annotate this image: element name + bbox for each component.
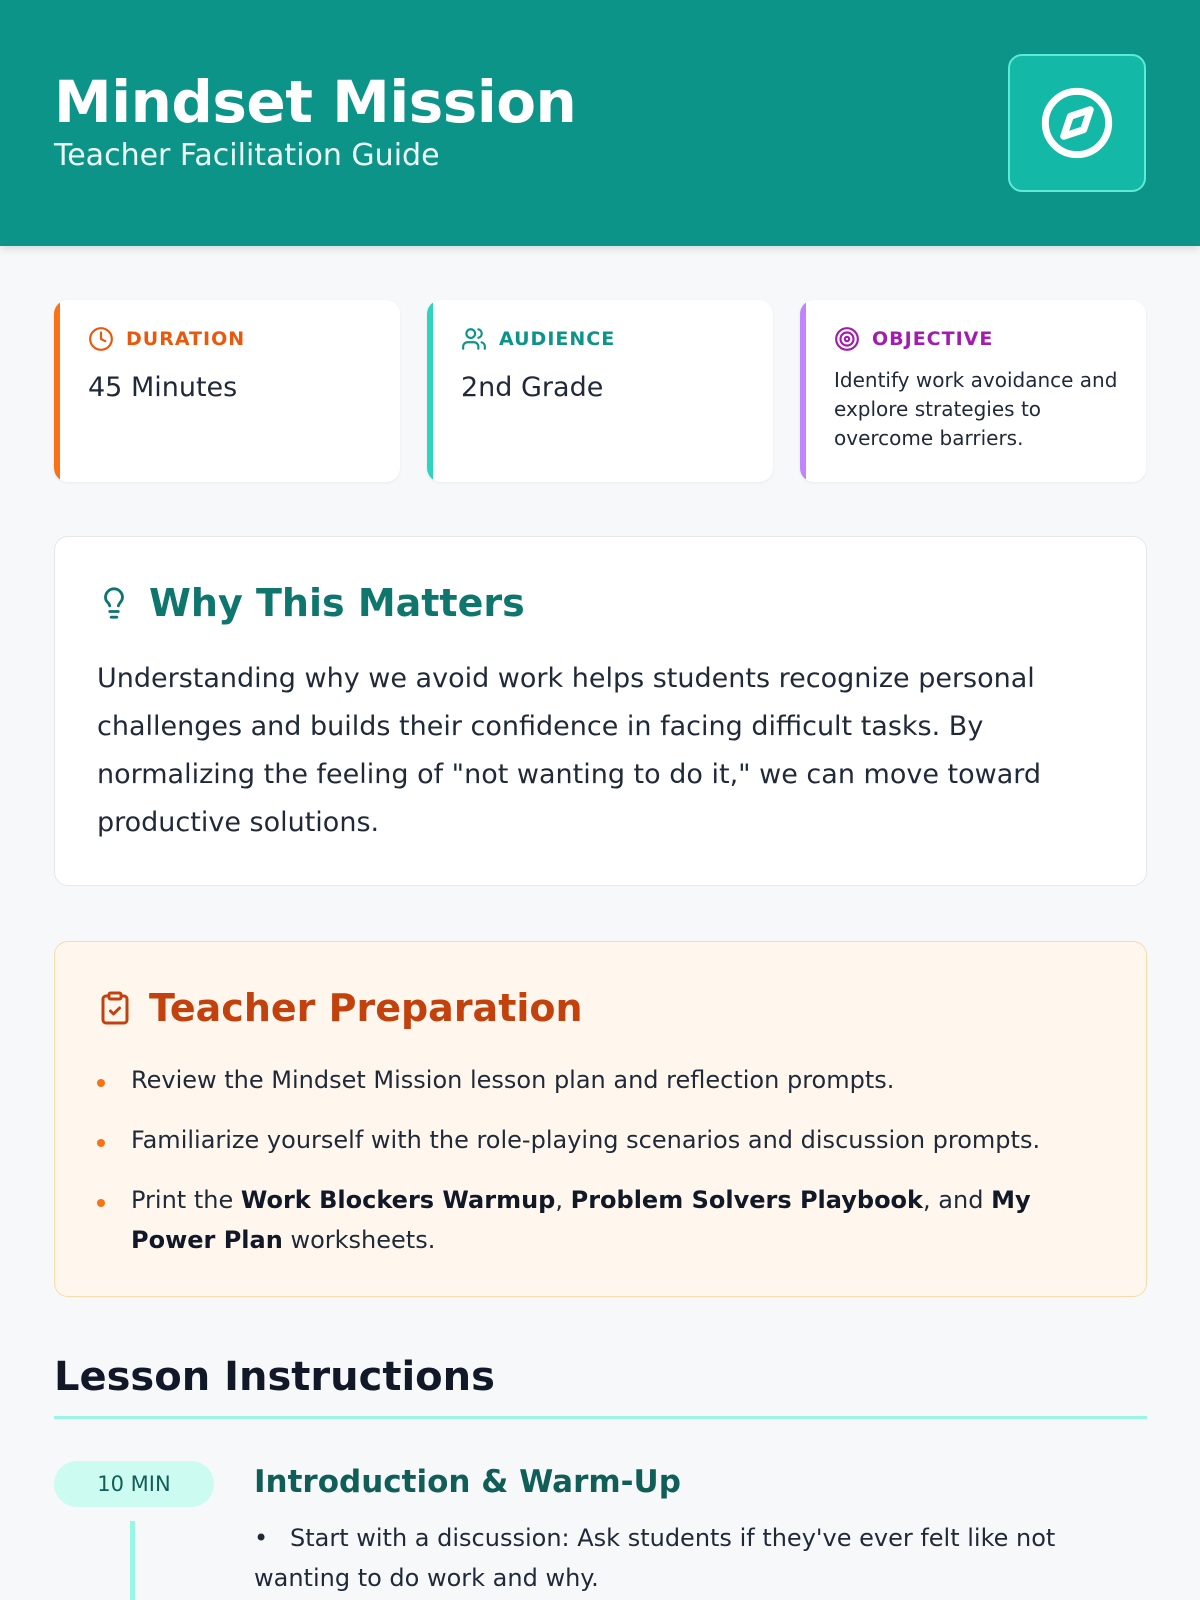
worksheet-name: Problem Solvers Playbook [570, 1186, 924, 1214]
duration-label: DURATION [126, 328, 246, 350]
objective-value: Identify work avoidance and explore strategies to overcome barriers. [834, 368, 1118, 450]
clipboard-check-icon [97, 988, 133, 1028]
list-item [97, 1060, 1107, 1100]
prep-list [97, 1060, 1107, 1280]
why-title: Why This Matters [149, 581, 525, 625]
duration-card [54, 300, 400, 482]
header-badge [1008, 54, 1146, 192]
worksheet-name: Work Blockers Warmup [240, 1186, 556, 1214]
prep-item-text: Familiarize yourself with the role-playing scenarios and discussion prompts. [131, 1126, 1041, 1154]
step-text [254, 1518, 1074, 1598]
lesson-title: Lesson Instructions [54, 1354, 495, 1400]
step-title: Introduction & Warm-Up [254, 1464, 681, 1500]
page-subtitle: Teacher Facilitation Guide [54, 138, 440, 173]
why-body: Understanding why we avoid work helps students recognize personal challenges and builds their confidence in facing difficult tasks. By normalizing the feeling of "not wanting to do it," we can move toward productive solutions. [97, 663, 1042, 838]
step-text-content: Start with a discussion: Ask students if they've ever felt like not wanting to do work and why. [254, 1524, 1056, 1592]
audience-label: AUDIENCE [499, 328, 616, 350]
prep-title: Teacher Preparation [149, 986, 583, 1030]
objective-card [800, 300, 1146, 482]
bullet-dot [97, 1079, 105, 1087]
worksheet-name: My Power Plan [131, 1186, 1031, 1254]
objective-label: OBJECTIVE [872, 328, 994, 350]
target-icon [834, 326, 860, 352]
prep-item-pre: Print the [131, 1186, 241, 1214]
prep-item-sep: , [555, 1186, 571, 1214]
page-header [0, 0, 1200, 246]
list-item [97, 1180, 1107, 1260]
why-section [54, 536, 1147, 886]
section-divider [54, 1416, 1147, 1419]
page-title: Mindset Mission [54, 68, 577, 136]
list-item [97, 1120, 1107, 1160]
step-bullet: • [254, 1524, 269, 1552]
duration-value: 45 Minutes [88, 372, 238, 403]
prep-section [54, 941, 1147, 1297]
prep-item-post: worksheets. [282, 1226, 436, 1254]
bullet-dot [97, 1139, 105, 1147]
timeline-line [130, 1521, 135, 1600]
lightbulb-icon [97, 583, 131, 623]
time-badge: 10 MIN [54, 1461, 214, 1507]
users-icon [461, 326, 487, 352]
audience-card [427, 300, 773, 482]
prep-item-sep: , and [923, 1186, 992, 1214]
prep-item-text: Review the Mindset Mission lesson plan and reflection prompts. [131, 1066, 895, 1094]
compass-icon [1039, 85, 1115, 161]
bullet-dot [97, 1199, 105, 1207]
clock-icon [88, 326, 114, 352]
audience-value: 2nd Grade [461, 372, 604, 403]
